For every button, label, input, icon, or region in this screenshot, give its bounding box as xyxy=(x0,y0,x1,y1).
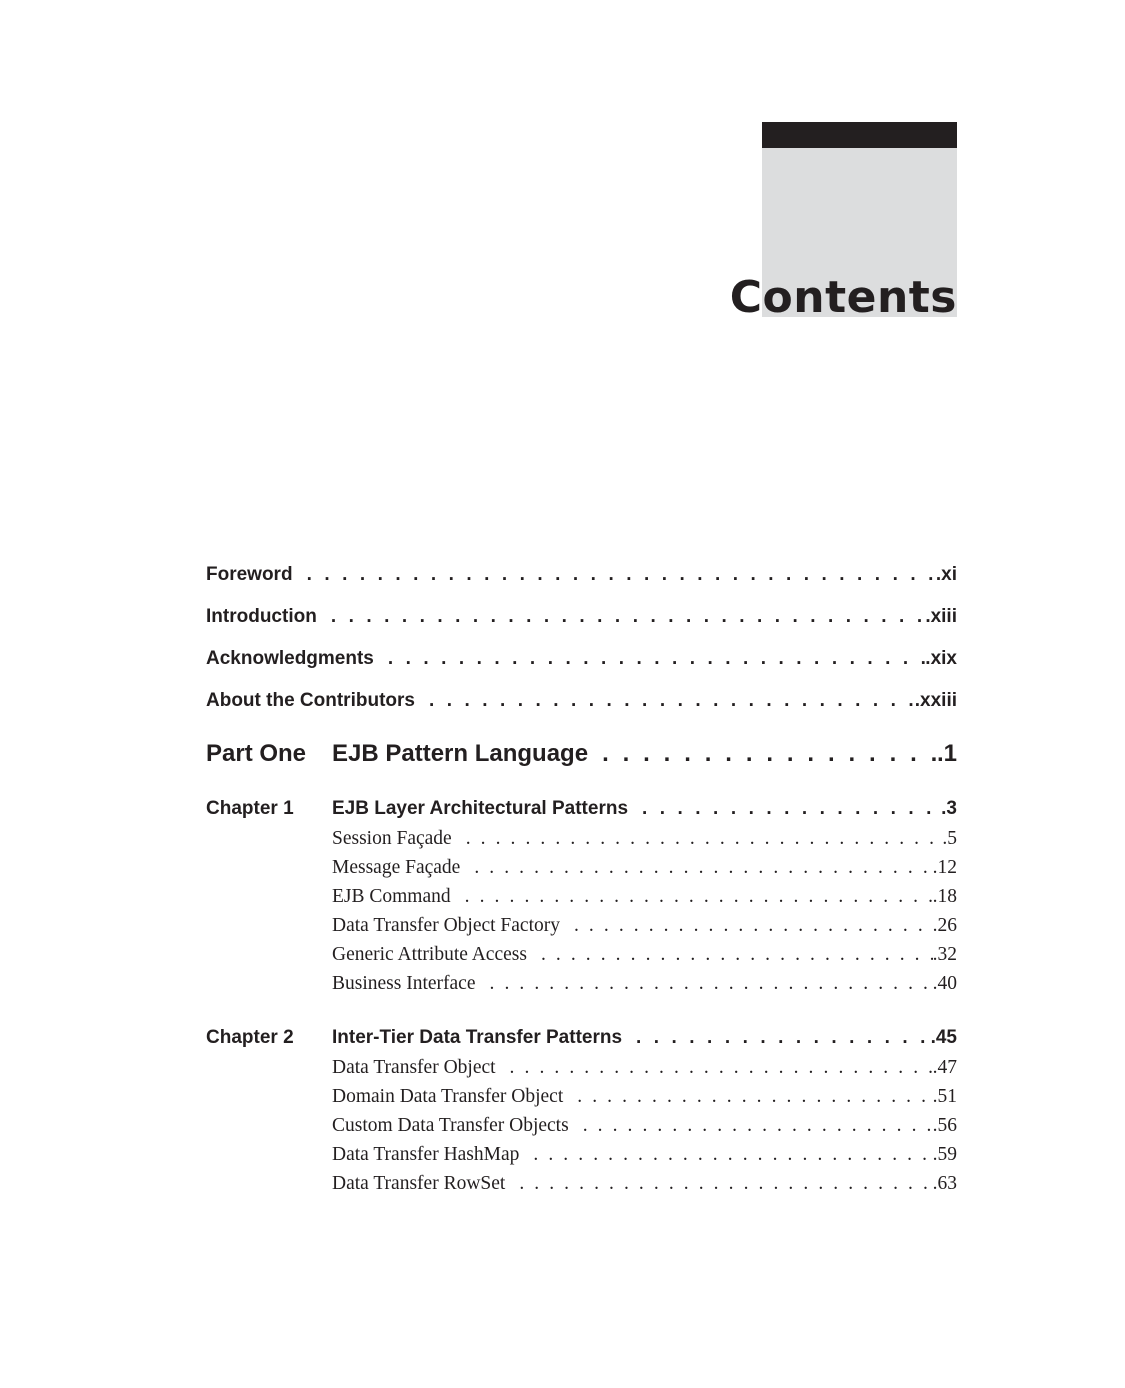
toc-chapter-title: Inter-Tier Data Transfer Patterns xyxy=(332,1027,623,1048)
toc-entry-acknowledgments[interactable] xyxy=(206,648,957,670)
toc-section[interactable] xyxy=(332,1115,957,1137)
toc-chapter-title: EJB Layer Architectural Patterns xyxy=(332,798,629,819)
toc-section-page: .40 xyxy=(932,973,957,994)
toc-section[interactable] xyxy=(332,1057,957,1079)
toc-entry-about-contributors[interactable] xyxy=(206,690,957,712)
toc-section-title: Generic Attribute Access xyxy=(332,944,527,965)
toc-entry-title: Acknowledgments xyxy=(206,648,374,669)
toc-part-label: Part One xyxy=(206,740,307,767)
toc-section[interactable] xyxy=(332,857,957,879)
dot-leader xyxy=(474,857,932,879)
dot-leader xyxy=(602,740,937,768)
page-title: Contents xyxy=(729,272,957,323)
toc-section-page: .18 xyxy=(932,886,957,907)
toc-chapter-1[interactable] xyxy=(206,798,957,820)
toc-chapter-page: .45 xyxy=(930,1027,957,1048)
toc-section[interactable] xyxy=(332,1086,957,1108)
dot-leader xyxy=(574,915,933,937)
dot-leader xyxy=(636,1027,931,1049)
toc-section[interactable] xyxy=(332,915,957,937)
dot-leader xyxy=(429,690,915,712)
toc-section[interactable] xyxy=(332,1173,957,1195)
toc-section-page: .59 xyxy=(932,1144,957,1165)
dot-leader xyxy=(466,828,943,850)
dot-leader xyxy=(490,973,933,995)
dot-leader xyxy=(642,798,941,820)
dot-leader xyxy=(519,1173,932,1195)
toc-section[interactable] xyxy=(332,828,957,850)
toc-section[interactable] xyxy=(332,944,957,966)
toc-section-title: Data Transfer RowSet xyxy=(332,1173,506,1194)
toc-entry-title: Foreword xyxy=(206,564,293,585)
toc-section-title: Custom Data Transfer Objects xyxy=(332,1115,569,1136)
toc-entry-page: .xxiii xyxy=(914,690,957,711)
toc-entry-page: .xi xyxy=(935,564,957,585)
toc-section-title: EJB Command xyxy=(332,886,451,907)
dot-leader xyxy=(533,1144,932,1166)
toc-section-page: .5 xyxy=(942,828,957,849)
toc-entry-page: .xiii xyxy=(925,606,957,627)
toc-section-title: Business Interface xyxy=(332,973,476,994)
header-decoration-bar xyxy=(762,122,957,148)
toc-entry-title: Introduction xyxy=(206,606,317,627)
toc-section[interactable] xyxy=(332,1144,957,1166)
toc-part-one[interactable] xyxy=(206,740,957,768)
dot-leader xyxy=(465,886,933,908)
toc-entry-page: .xix xyxy=(925,648,957,669)
toc-section-title: Data Transfer Object xyxy=(332,1057,496,1078)
toc-part-page: .1 xyxy=(936,740,957,767)
toc-section-page: .56 xyxy=(932,1115,957,1136)
dot-leader xyxy=(307,564,936,586)
dot-leader xyxy=(331,606,926,628)
toc-section-page: .63 xyxy=(932,1173,957,1194)
toc-chapter-label: Chapter 1 xyxy=(206,798,294,819)
toc-part-title: EJB Pattern Language xyxy=(332,740,589,767)
toc-chapter-page: .3 xyxy=(941,798,957,819)
toc-section-page: .32 xyxy=(932,944,957,965)
toc-entry-introduction[interactable] xyxy=(206,606,957,628)
toc-entry-title: About the Contributors xyxy=(206,690,415,711)
toc-chapter-2[interactable] xyxy=(206,1027,957,1049)
dot-leader xyxy=(541,944,933,966)
toc-section-title: Data Transfer HashMap xyxy=(332,1144,520,1165)
toc-section-title: Message Façade xyxy=(332,857,461,878)
dot-leader xyxy=(577,1086,932,1108)
toc-section-title: Data Transfer Object Factory xyxy=(332,915,560,936)
toc-section-title: Domain Data Transfer Object xyxy=(332,1086,564,1107)
toc-chapter-label: Chapter 2 xyxy=(206,1027,294,1048)
dot-leader xyxy=(510,1057,933,1079)
toc-section[interactable] xyxy=(332,886,957,908)
toc-entry-foreword[interactable] xyxy=(206,564,957,586)
toc-section-page: .26 xyxy=(932,915,957,936)
toc-section-title: Session Façade xyxy=(332,828,452,849)
toc-section[interactable] xyxy=(332,973,957,995)
dot-leader xyxy=(583,1115,933,1137)
toc-section-page: .12 xyxy=(932,857,957,878)
dot-leader xyxy=(388,648,925,670)
toc-section-page: .51 xyxy=(932,1086,957,1107)
toc-section-page: .47 xyxy=(932,1057,957,1078)
